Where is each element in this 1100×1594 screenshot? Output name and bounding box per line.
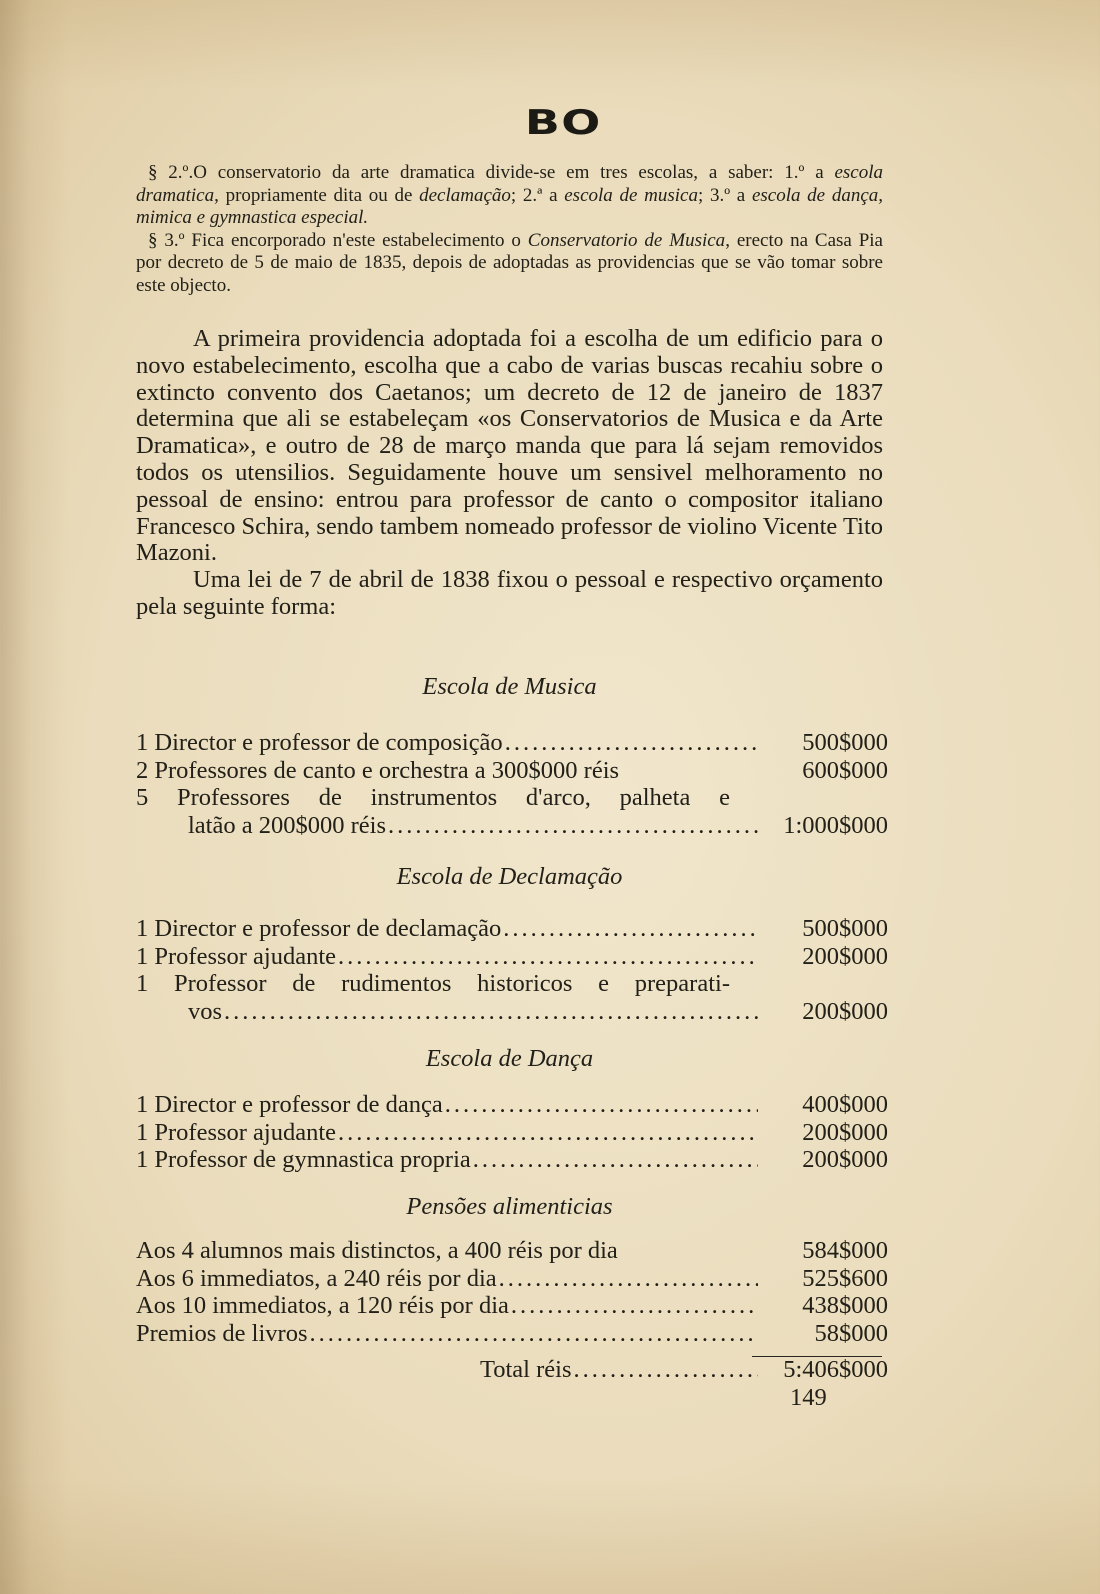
row-amount: 584$000 [802,1237,888,1264]
section-title-pensoes: Pensões alimenticias [406,1193,613,1220]
dot-leader [511,1292,758,1320]
page-number: 149 [790,1384,827,1411]
italic-run: declamação [419,184,511,206]
budget-row [136,1292,888,1320]
budget-row [136,970,888,998]
budget-row [136,1320,888,1348]
dot-leader [473,1146,758,1174]
text-run: § 2.º.O conservatorio da arte dramatica divide-se em tres escolas, a saber: 1.º a [148,162,835,183]
row-amount: 1:000$000 [783,811,888,839]
budget-table-declamacao [136,915,888,1025]
budget-total [480,1356,888,1384]
budget-row [136,915,888,943]
budget-row [136,1237,888,1265]
row-description: Premios de livros [136,1319,308,1347]
row-description: 1 Professor de rudimentos historicos e preparati- [136,970,730,997]
dot-leader [310,1320,759,1348]
decree-excerpt [136,162,883,297]
dot-leader [574,1356,759,1384]
row-description: 1 Professor ajudante [136,1118,337,1146]
row-description: Aos 10 immediatos, a 120 réis por dia [136,1292,509,1319]
row-amount: 525$600 [802,1264,888,1292]
row-amount: 400$000 [802,1091,888,1118]
budget-table-danca [136,1091,888,1174]
italic-run: escola de musica [564,184,698,206]
dot-leader [338,943,758,971]
italic-run: Conservatorio de Musica [527,229,726,251]
total-row [480,1356,888,1384]
text-run: , propriamente dita ou de [214,184,420,206]
dot-leader [445,1091,758,1119]
dot-leader [503,915,758,943]
budget-row [136,784,888,812]
italic-run: escola de dança, mimica e gymnastica especial. [136,184,884,228]
row-description: vos [188,997,223,1025]
budget-row [136,1265,888,1293]
body-text [136,326,883,621]
dot-leader [505,729,758,757]
row-description: 2 Professores de canto e orchestra a 300$000 réis [136,756,620,784]
row-description: 1 Director e professor de composição [136,729,503,756]
section-title-declamacao: Escola de Declamação [396,863,623,890]
budget-row [136,757,888,785]
body-paragraph: Uma lei de 7 de abril de 1838 fixou o pessoal e respectivo orçamento pela seguinte forma: [136,566,883,620]
dot-leader [499,1265,758,1293]
total-label: Total réis [480,1356,572,1383]
text-run: § 3.º Fica encorporado n'este estabelecimento o [148,229,528,251]
budget-row [136,943,888,971]
row-description: 1 Director e professor de dança [136,1091,443,1118]
dot-leader [224,998,758,1026]
row-amount: 58$000 [814,1319,888,1347]
budget-table-pensoes [136,1237,888,1347]
row-description: Aos 4 alumnos mais distinctos, a 400 réis por dia [136,1237,618,1264]
body-paragraph: A primeira providencia adoptada foi a escolha de um edificio para o novo estabelecimento, escolha que a cabo de varias buscas recahiu sobre o extincto convento dos Caetanos; um decreto de 12 de janeiro de 1837 determina que ali se estabeleçam «os Conservatorios de Musica e da Arte Dramatica», e outro de 28 de março manda que para lá sejam removidos todos os utensilios. Seguidamente houve um sensivel melhoramento no pessoal de ensino: entrou para professor de canto o compositor italiano Francesco Schira, sendo tambem nomeado professor de violino Vicente Tito Mazoni. [136,325,883,567]
row-description: latão a 200$000 réis [188,811,386,839]
running-head: BO [524,103,602,143]
decree-paragraph-3 [136,230,883,298]
row-amount: 200$000 [802,942,888,970]
row-amount: 200$000 [802,1146,888,1173]
text-run: ; 3.º a [697,184,752,206]
text-run: , erecto na Casa Pia por decreto de 5 de maio de 1835, depois de adoptadas as providencias que se vão tomar sobre este objecto. [136,229,883,296]
text-run: ; 2.ª a [510,184,565,206]
dot-leader [388,812,758,840]
decree-paragraph-2 [136,162,883,230]
budget-row [136,729,888,757]
row-description: 5 Professores de instrumentos d'arco, palheta e [136,784,730,811]
row-description: 1 Director e professor de declamação [136,915,502,942]
row-amount: 438$000 [802,1292,888,1319]
row-description: 1 Professor de gymnastica propria [136,1146,471,1173]
italic-run: escola dramatica [136,162,883,206]
row-amount: 200$000 [802,1118,888,1146]
row-description: Aos 6 immediatos, a 240 réis por dia [136,1264,497,1292]
row-amount: 500$000 [802,729,888,756]
budget-table-musica [136,729,888,839]
section-title-danca: Escola de Dança [425,1045,594,1072]
budget-row [136,812,888,840]
dot-leader [338,1119,758,1147]
budget-row [136,1091,888,1119]
row-amount: 200$000 [802,997,888,1025]
total-amount: 5:406$000 [783,1356,888,1383]
budget-row [136,1146,888,1174]
row-amount: 600$000 [802,756,888,784]
budget-row [136,998,888,1026]
row-description: 1 Professor ajudante [136,942,337,970]
section-title-musica: Escola de Musica [422,673,597,700]
row-amount: 500$000 [802,915,888,942]
budget-row [136,1119,888,1147]
